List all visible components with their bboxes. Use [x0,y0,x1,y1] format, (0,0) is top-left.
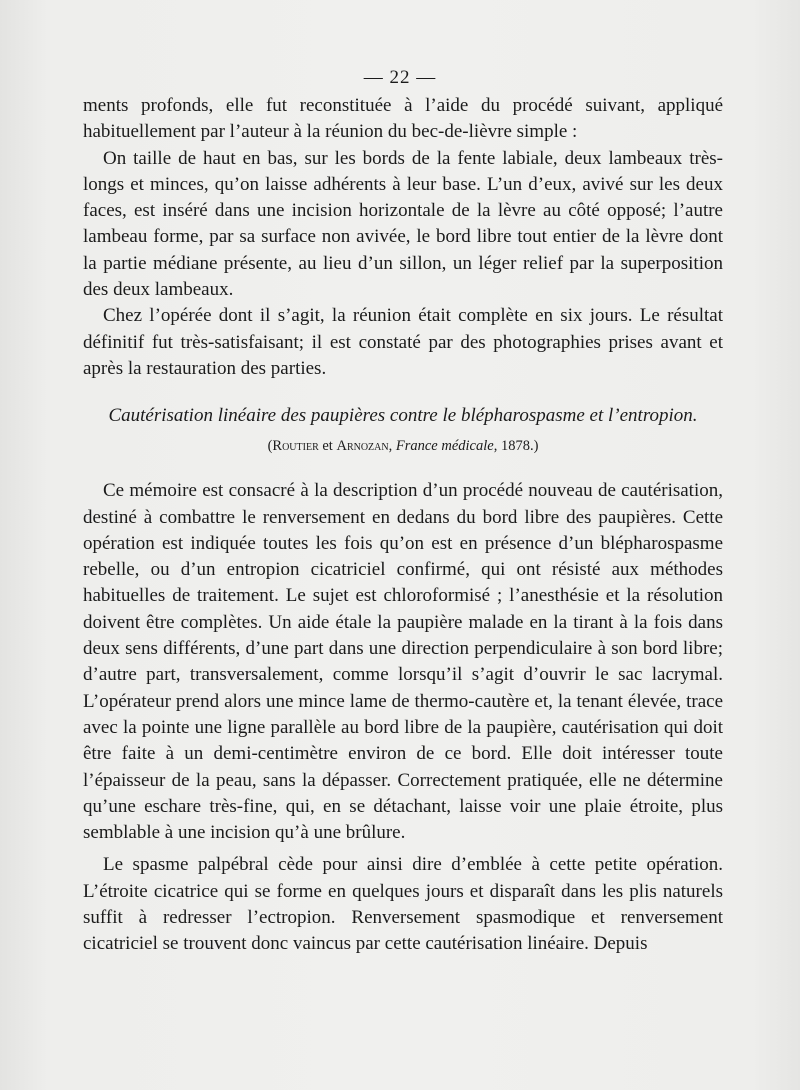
section-source [83,436,723,456]
paragraph-description: Ce mémoire est consacré à la description d’un procédé nouveau de cautérisation, destiné à combattre le renversement en dedans du bord libre des paupières. Cette opération est indiquée toutes les fois qu’on est en présence d’un blépharospasme rebelle, ou d’un entropion cicatriciel confirmé, qui ont résisté aux méthodes habituelles de traitement. Le sujet est chloroformisé ; l’anesthésie et la résolution doivent être complètes. Un aide étale la paupière malade en la tirant à la fois dans deux sens différents, d’une part dans une direction perpendiculaire à son bord libre; d’autre part, transversalement, comme lorsqu’il s’agit d’ouvrir le sac lacrymal. L’opérateur prend alors une mince lame de thermo-cautère et, la tenant élevée, trace avec la pointe une ligne parallèle au bord libre de la paupière, cautérisation qui doit être faite à un demi-centimètre environ de ce bord. Elle doit intéresser toute l’épaisseur de la peau, sans la dépasser. Correctement pratiquée, elle ne détermine qu’une eschare très-fine, qui, en se détachant, laisse voir une plaie étroite, plus semblable à une incision qu’à une brûlure. [83,480,723,844]
paragraph-procedure: On taille de haut en bas, sur les bords de la fente labiale, deux lambeaux très-longs et minces, qu’on laisse adhérents à leur base. L’un d’eux, avivé sur les deux faces, est inséré dans une incision horizontale de la lèvre au côté opposé; l’autre lambeau forme, par sa surface non avivée, le bord libre tout entier de la lèvre dont la partie médiane présente, au lieu d’un sillon, un léger relief par la superposition des deux lambeaux. [83,147,723,301]
source-year: , 1878.) [493,438,539,455]
source-author-2: Arnozan [336,438,389,455]
page-body [83,93,723,958]
paragraph-continuation: ments profonds, elle fut reconstituée à l’aide du procédé suivant, appliqué habituellement par l’auteur à la réunion du bec-de-lièvre simple : [83,95,723,143]
source-conjunction: et [318,438,337,455]
paragraph-outcome: Le spasme palpébral cède pour ainsi dire d’emblée à cette petite opération. L’étroite cicatrice qui se forme en quelques jours et disparaît dans les plis naturels suffit à redresser l’ectropion. Renversement spasmodique et renversement cicatriciel se trouvent donc vaincus par cette cautérisation linéaire. Depuis [83,854,723,955]
source-author-1: Routier [272,438,319,455]
page-number: — 22 — [363,67,437,88]
paragraph-result: Chez l’opérée dont il s’agit, la réunion était complète en six jours. Le résultat définitif fut très-satisfaisant; il est constaté par des photographies prises avant et après la restauration des parties. [83,305,723,379]
source-journal: France médicale [395,438,494,455]
source-open: ( [267,438,273,455]
source-separator: , [388,438,396,455]
section-title: Cautérisation linéaire des paupières contre le blépharospasme et l’entropion. [108,405,698,427]
